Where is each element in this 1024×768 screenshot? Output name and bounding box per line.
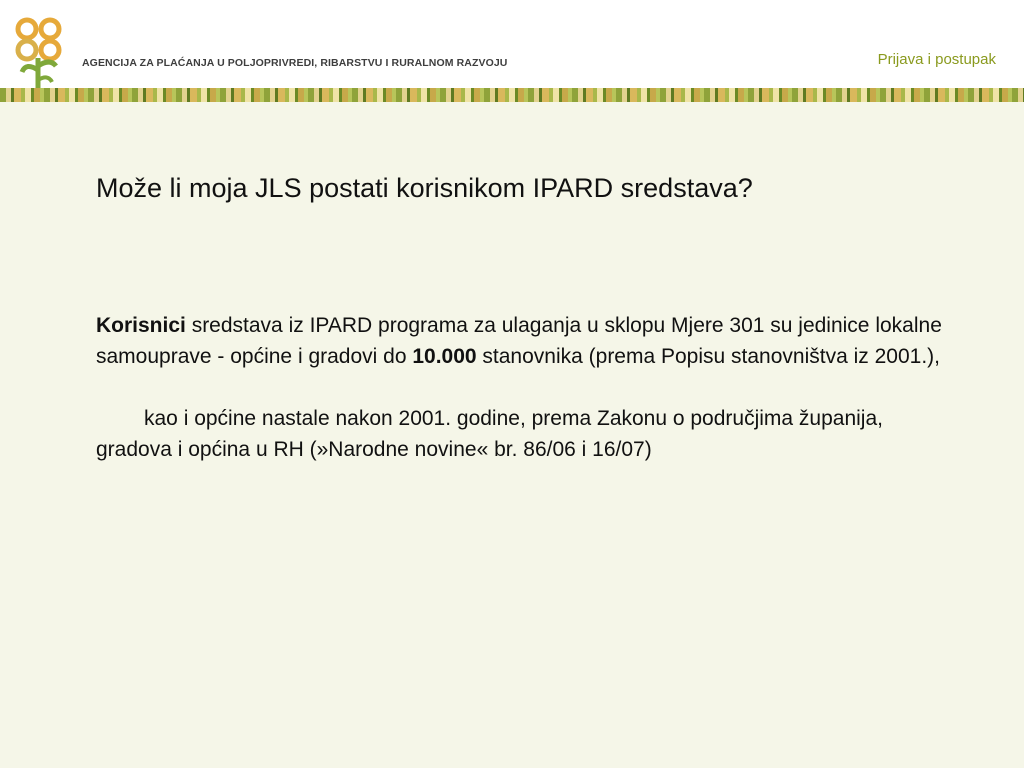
bold-lead: Korisnici	[96, 314, 186, 337]
paragraph-municipalities: kao i općine nastale nakon 2001. godine, prema Zakonu o područjima županija, gradova i općina u RH (»Narodne novine« br. 86/06 i 16/07)	[96, 407, 883, 461]
paragraph-beneficiaries	[96, 310, 956, 372]
decorative-stripe-band	[0, 88, 1024, 102]
paragraph-text-a: sredstava iz IPARD programa za ulaganja u sklopu Mjere 301 su jedinice lokalne samouprave - općine i gradovi do	[96, 314, 942, 368]
section-title: Prijava i postupak	[877, 51, 996, 68]
agency-logo-icon	[12, 14, 68, 94]
agency-name: AGENCIJA ZA PLAĆANJA U POLJOPRIVREDI, RIBARSTVU I RURALNOM RAZVOJU	[82, 57, 508, 69]
slide-content	[96, 170, 956, 465]
paragraph-text-b: stanovnika (prema Popisu stanovništva iz 2001.),	[476, 345, 940, 368]
slide-header	[0, 0, 1024, 88]
slide-question: Može li moja JLS postati korisnikom IPARD sredstava?	[96, 173, 753, 203]
bold-number: 10.000	[412, 345, 477, 368]
